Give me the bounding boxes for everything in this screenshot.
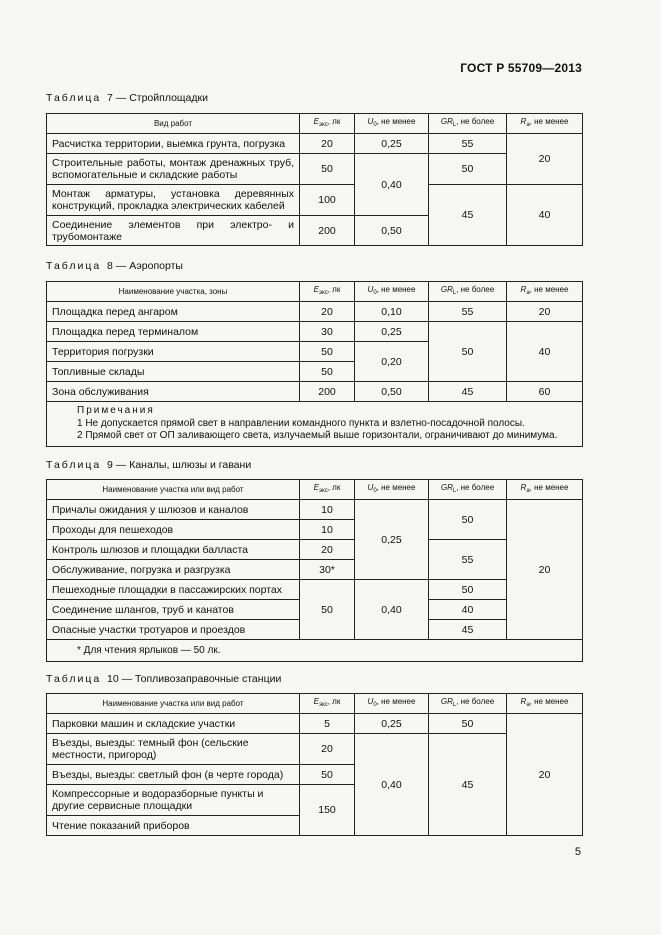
table-row: Соединение шлангов, труб и канатов 40: [47, 600, 583, 620]
table8-caption: Таблица 8 — Аэропорты: [46, 260, 183, 272]
table-row: Парковки машин и складские участки 5 0,25 50 20: [47, 714, 583, 734]
col-header-ra: $R_a$, не менее: [507, 480, 583, 500]
col-header-ra: $R_a$, не менее: [507, 114, 583, 134]
col-header-u: $U_0$, не менее: [355, 114, 429, 134]
note-item: 1 Не допускается прямой свет в направлении командного пункта и взлетно-посадочной полосы.: [77, 417, 525, 429]
table9-footnote: * Для чтения ярлыков — 50 лк.: [47, 640, 583, 662]
table-row: Пешеходные площадки в пассажирских портах 50 0,40 50: [47, 580, 583, 600]
table-row: Чтение показаний приборов: [47, 816, 583, 836]
document-id: ГОСТ Р 55709—2013: [460, 61, 582, 75]
table7: [46, 113, 583, 246]
table-row: Компрессорные и водоразборные пункты и другие сервисные площадки 150: [47, 785, 583, 816]
col-header-e: $E_{экс}$, лк: [300, 694, 355, 714]
col-header-gr: $GR_L$, не более: [429, 114, 507, 134]
table9-caption: Таблица 9 — Каналы, шлюзы и гавани: [46, 459, 252, 471]
col-header-gr: $GR_L$, не более: [429, 694, 507, 714]
col-header-e: $E_{экс}$, лк: [300, 114, 355, 134]
table-row: Въезды, выезды: темный фон (сельские местности, пригород) 20 0,40 45: [47, 734, 583, 765]
table-row: Контроль шлюзов и площадки балласта 20 55: [47, 540, 583, 560]
table10: [46, 693, 583, 836]
table7-caption: Таблица 7 — Стройплощадки: [46, 92, 208, 104]
table9: [46, 479, 583, 662]
table-row: Обслуживание, погрузка и разгрузка 30*: [47, 560, 583, 580]
table-row: Топливные склады 50: [47, 362, 583, 382]
col-header-u: $U_0$, не менее: [355, 694, 429, 714]
table-row: Монтаж арматуры, установка деревянных конструкций, прокладка электрических кабелей 100 45 40: [47, 185, 583, 216]
col-header-gr: $GR_L$, не более: [429, 480, 507, 500]
table-row: Проходы для пешеходов 10: [47, 520, 583, 540]
table8-notes-row: [47, 402, 583, 447]
col-header-u: $U_0$, не менее: [355, 480, 429, 500]
table-row: Опасные участки тротуаров и проездов 45: [47, 620, 583, 640]
page-number: 5: [574, 846, 581, 858]
col-header-gr: $GR_L$, не более: [429, 282, 507, 302]
table-row: Площадка перед ангаром 20 0,10 55 20: [47, 302, 583, 322]
col-header-zone: Наименование участка, зоны: [47, 282, 300, 302]
col-header-e: $E_{экс}$, лк: [300, 282, 355, 302]
col-header-work: Вид работ: [47, 114, 300, 134]
col-header-ra: $R_a$, не менее: [507, 282, 583, 302]
table9-footnote-row: [47, 640, 583, 662]
table8-header-row: [47, 282, 583, 302]
col-header-area: Наименование участка или вид работ: [47, 480, 300, 500]
table-row: Расчистка территории, выемка грунта, погрузка 20 0,25 55 20: [47, 134, 583, 154]
table8: [46, 281, 583, 447]
note-item: 2 Прямой свет от ОП заливающего света, излучаемый выше горизонтали, ограничивают до минимума.: [77, 430, 558, 441]
table-row: Въезды, выезды: светлый фон (в черте города) 50: [47, 765, 583, 785]
table10-caption: Таблица 10 — Топливозаправочные станции: [46, 673, 282, 685]
table10-header-row: [47, 694, 583, 714]
notes-title: Примечания: [77, 405, 155, 416]
table-row: Причалы ожидания у шлюзов и каналов 10 0,25 50 20: [47, 500, 583, 520]
table-row: Строительные работы, монтаж дренажных труб, вспомогательные и складские работы 50 0,40 50: [47, 154, 583, 185]
table-row: Соединение элементов при электро- и трубомонтаже 200 0,50: [47, 216, 583, 246]
table-row: Территория погрузки 50 0,20: [47, 342, 583, 362]
table8-notes: [47, 402, 583, 447]
table-row: Зона обслуживания 200 0,50 45 60: [47, 382, 583, 402]
col-header-area: Наименование участка или вид работ: [47, 694, 300, 714]
table7-header-row: [47, 114, 583, 134]
col-header-ra: $R_a$, не менее: [507, 694, 583, 714]
col-header-e: $E_{экс}$, лк: [300, 480, 355, 500]
table9-header-row: [47, 480, 583, 500]
table-row: Площадка перед терминалом 30 0,25 50 40: [47, 322, 583, 342]
col-header-u: $U_0$, не менее: [355, 282, 429, 302]
